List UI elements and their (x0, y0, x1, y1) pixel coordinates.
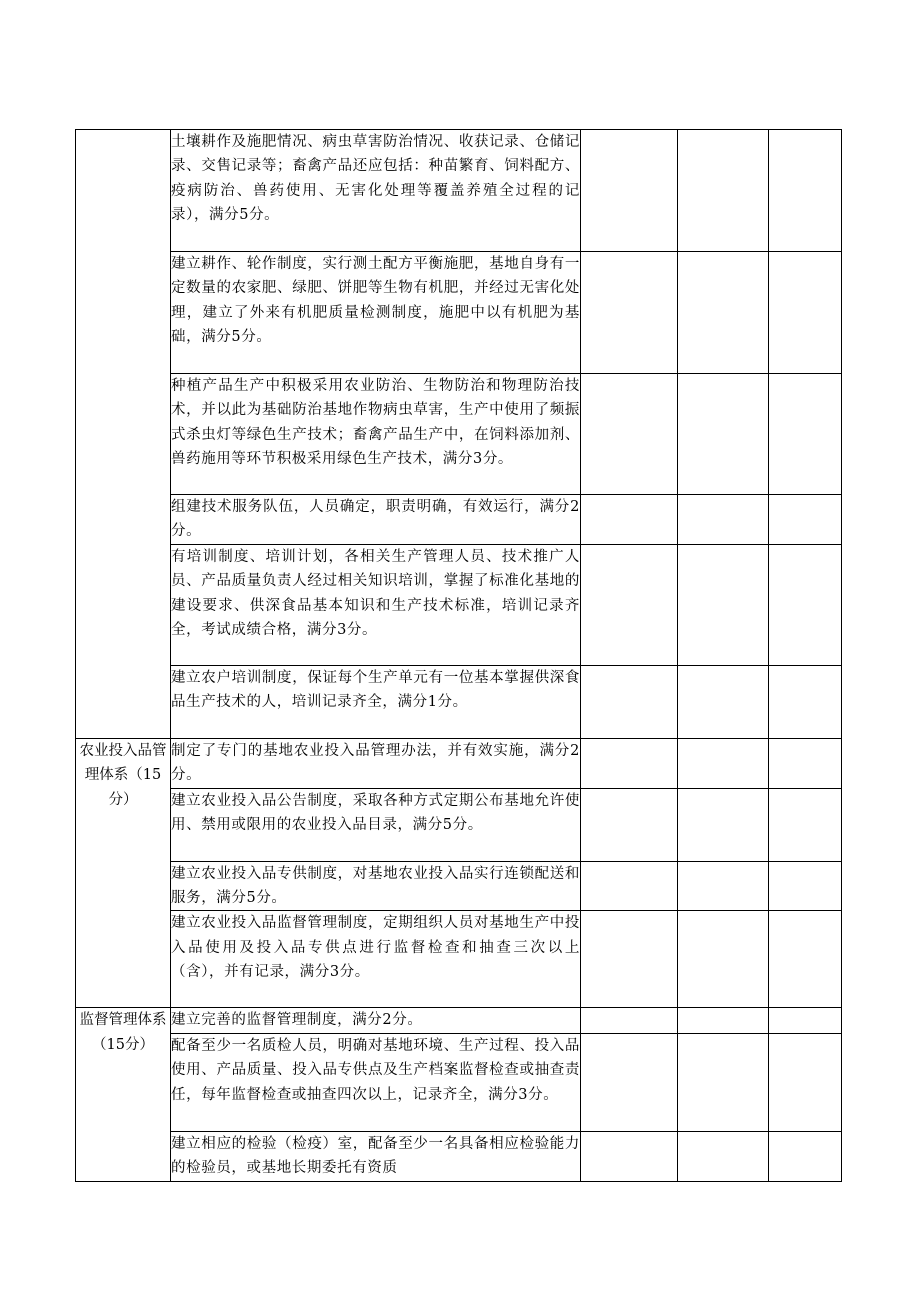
remark-cell (769, 1008, 842, 1033)
criteria-cell (171, 495, 581, 545)
criteria-cell (171, 665, 581, 738)
evaluation-table (75, 129, 842, 1182)
remark-cell (769, 738, 842, 788)
remark-cell (769, 911, 842, 1008)
criteria-text: 建立农业投入品监督管理制度，定期组织人员对基地生产中投入品使用及投入品专供点进行监督检查和抽查三次以上（含），并有记录，满分3分。 (171, 915, 580, 981)
remark-cell (769, 252, 842, 374)
category-cell (76, 1008, 171, 1181)
self-score-cell (581, 544, 678, 665)
remark-cell (769, 544, 842, 665)
category-cell (76, 130, 171, 739)
self-score-cell (581, 374, 678, 495)
remark-cell (769, 495, 842, 545)
review-score-cell (678, 495, 769, 545)
criteria-text: 有培训制度、培训计划，各相关生产管理人员、技术推广人员、产品质量负责人经过相关知识培训，掌握了标准化基地的建设要求、供深食品基本知识和生产技术标准，培训记录齐全，考试成绩合格，满分3分。 (171, 548, 580, 639)
criteria-cell (171, 1131, 581, 1181)
category-label: 农业投入品管理体系（15分） (79, 742, 167, 808)
table-row (76, 738, 842, 788)
review-score-cell (678, 788, 769, 861)
self-score-cell (581, 1033, 678, 1131)
table-row (76, 665, 842, 738)
review-score-cell (678, 665, 769, 738)
self-score-cell (581, 495, 678, 545)
review-score-cell (678, 738, 769, 788)
criteria-text: 建立完善的监督管理制度，满分2分。 (171, 1012, 423, 1029)
criteria-cell (171, 738, 581, 788)
table-row (76, 374, 842, 495)
criteria-cell (171, 788, 581, 861)
self-score-cell (581, 130, 678, 252)
self-score-cell (581, 788, 678, 861)
review-score-cell (678, 1008, 769, 1033)
self-score-cell (581, 911, 678, 1008)
review-score-cell (678, 544, 769, 665)
table-row (76, 1131, 842, 1181)
table-row (76, 1033, 842, 1131)
review-score-cell (678, 374, 769, 495)
criteria-cell (171, 374, 581, 495)
remark-cell (769, 788, 842, 861)
table-row (76, 130, 842, 252)
criteria-text: 种植产品生产中积极采用农业防治、生物防治和物理防治技术，并以此为基础防治基地作物病虫草害，生产中使用了频振式杀虫灯等绿色生产技术；畜禽产品生产中，在饲料添加剂、兽药施用等环节积极采用绿色生产技术，满分3分。 (171, 378, 580, 468)
criteria-cell (171, 911, 581, 1008)
criteria-text: 制定了专门的基地农业投入品管理办法，并有效实施，满分2分。 (171, 742, 580, 784)
table-row (76, 911, 842, 1008)
remark-cell (769, 130, 842, 252)
criteria-text: 建立农户培训制度，保证每个生产单元有一位基本掌握供深食品生产技术的人，培训记录齐全，满分1分。 (171, 669, 580, 711)
criteria-cell (171, 1008, 581, 1033)
criteria-text: 土壤耕作及施肥情况、病虫草害防治情况、收获记录、仓储记录、交售记录等；畜禽产品还应包括：种苗繁育、饲料配方、疫病防治、兽药使用、无害化处理等覆盖养殖全过程的记录），满分5分。 (171, 134, 580, 224)
table-row (76, 495, 842, 545)
review-score-cell (678, 1033, 769, 1131)
remark-cell (769, 374, 842, 495)
criteria-cell (171, 544, 581, 665)
review-score-cell (678, 1131, 769, 1181)
criteria-text: 建立耕作、轮作制度，实行测土配方平衡施肥，基地自身有一定数量的农家肥、绿肥、饼肥等生物有机肥，并经过无害化处理，建立了外来有机肥质量检测制度，施肥中以有机肥为基础，满分5分。 (171, 256, 580, 346)
table-row (76, 1008, 842, 1033)
review-score-cell (678, 130, 769, 252)
self-score-cell (581, 665, 678, 738)
criteria-text: 组建技术服务队伍，人员确定，职责明确，有效运行，满分2分。 (171, 499, 580, 540)
criteria-cell (171, 252, 581, 374)
criteria-text: 建立农业投入品公告制度，采取各种方式定期公布基地允许使用、禁用或限用的农业投入品目录，满分5分。 (171, 792, 580, 834)
remark-cell (769, 1131, 842, 1181)
criteria-cell (171, 861, 581, 911)
self-score-cell (581, 252, 678, 374)
remark-cell (769, 665, 842, 738)
remark-cell (769, 1033, 842, 1131)
table-row (76, 861, 842, 911)
table-row (76, 252, 842, 374)
self-score-cell (581, 1131, 678, 1181)
criteria-text: 配备至少一名质检人员，明确对基地环境、生产过程、投入品使用、产品质量、投入品专供点及生产档案监督检查或抽查责任，每年监督检查或抽查四次以上，记录齐全，满分3分。 (171, 1037, 580, 1103)
category-cell (76, 738, 171, 1008)
criteria-text: 建立相应的检验（检疫）室，配备至少一名具备相应检验能力的检验员，或基地长期委托有资质 (171, 1135, 580, 1177)
table-row (76, 544, 842, 665)
criteria-text: 建立农业投入品专供制度，对基地农业投入品实行连锁配送和服务，满分5分。 (171, 865, 580, 907)
category-label: 监督管理体系（15分） (79, 1012, 167, 1053)
table-row (76, 788, 842, 861)
self-score-cell (581, 861, 678, 911)
self-score-cell (581, 738, 678, 788)
review-score-cell (678, 911, 769, 1008)
self-score-cell (581, 1008, 678, 1033)
review-score-cell (678, 861, 769, 911)
review-score-cell (678, 252, 769, 374)
criteria-cell (171, 130, 581, 252)
criteria-cell (171, 1033, 581, 1131)
remark-cell (769, 861, 842, 911)
